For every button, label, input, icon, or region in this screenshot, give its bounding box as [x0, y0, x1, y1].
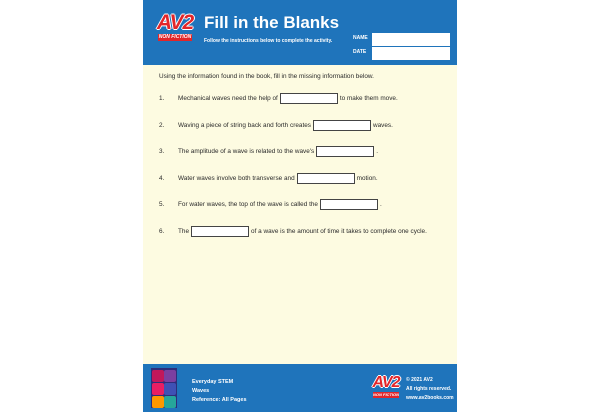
footer-series: Everyday STEM	[192, 379, 234, 385]
question-1	[159, 93, 453, 105]
question-text-before: For water waves, the top of the wave is called the	[178, 201, 318, 209]
question-text-before: The amplitude of a wave is related to the wave's	[178, 148, 315, 156]
page-subtitle: Follow the instructions below to complete the activity.	[204, 38, 333, 44]
logo-text: AV2	[156, 11, 194, 34]
cover-tile	[152, 383, 164, 395]
header-bar	[143, 0, 457, 65]
date-label: DATE	[353, 49, 367, 55]
copyright: © 2021 AV2	[406, 377, 433, 383]
footer-reference: Reference: All Pages	[192, 397, 247, 403]
question-text-after: waves.	[372, 122, 393, 130]
footer-bar	[143, 364, 457, 412]
answer-blank-5[interactable]	[320, 199, 378, 210]
question-text-after: of a wave is the amount of time it takes to complete one cycle.	[251, 228, 427, 236]
question-text-before: Waving a piece of string back and forth creates	[178, 122, 311, 130]
question-text-after: to make them move.	[339, 95, 398, 103]
question-text-after: .	[379, 201, 382, 209]
question-number: 3.	[159, 148, 165, 155]
cover-tile	[164, 396, 176, 408]
question-2	[159, 120, 453, 132]
question-3	[159, 146, 453, 158]
question-text	[178, 146, 378, 158]
question-text-after: .	[376, 148, 378, 156]
question-number: 5.	[159, 201, 165, 208]
cover-tile	[164, 370, 176, 382]
name-field[interactable]	[372, 33, 450, 46]
answer-blank-1[interactable]	[280, 93, 338, 104]
question-5	[159, 199, 453, 211]
question-number: 2.	[159, 122, 165, 129]
question-number: 4.	[159, 175, 165, 182]
question-text	[178, 226, 427, 238]
question-4	[159, 173, 453, 185]
question-text	[178, 199, 382, 211]
page-title: Fill in the Blanks	[204, 13, 340, 32]
footer-logo-subtext: NON FICTION	[373, 392, 399, 397]
answer-blank-2[interactable]	[313, 120, 371, 131]
question-text	[178, 120, 393, 132]
worksheet-page	[143, 0, 457, 412]
question-text-before: The	[178, 228, 190, 236]
av2-logo	[155, 12, 195, 43]
name-label: NAME	[353, 35, 368, 41]
date-field[interactable]	[372, 47, 450, 60]
website-link[interactable]: www.av2books.com	[406, 395, 454, 401]
question-text-after: motion.	[356, 175, 378, 183]
cover-tile	[152, 396, 164, 408]
question-text	[178, 173, 378, 185]
logo-subtext: NON FICTION	[158, 34, 192, 40]
question-6	[159, 226, 453, 238]
answer-blank-4[interactable]	[297, 173, 355, 184]
answer-blank-3[interactable]	[316, 146, 374, 157]
answer-blank-6[interactable]	[191, 226, 249, 237]
cover-tile	[164, 383, 176, 395]
question-number: 1.	[159, 95, 165, 102]
question-text-before: Mechanical waves need the help of	[178, 95, 278, 103]
question-text	[178, 93, 398, 105]
footer-book-title: Waves	[192, 388, 210, 394]
book-cover-thumbnail	[151, 368, 177, 408]
question-number: 6.	[159, 228, 165, 235]
instructions: Using the information found in the book, fill in the missing information below.	[159, 73, 374, 80]
rights-reserved: All rights reserved.	[406, 386, 452, 392]
cover-tile	[152, 370, 164, 382]
footer-logo-text: AV2	[372, 374, 400, 391]
footer-av2-logo	[371, 374, 401, 400]
question-text-before: Water waves involve both transverse and	[178, 175, 295, 183]
